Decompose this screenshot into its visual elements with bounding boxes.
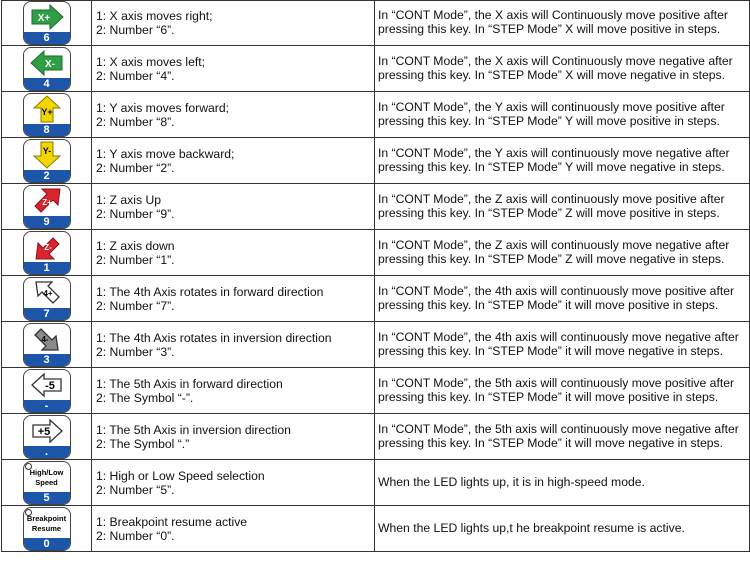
table-row — [2, 138, 750, 184]
function-line: 2: Number “1”. — [96, 252, 175, 267]
function-cell — [92, 46, 375, 92]
key-glyph: X+ — [37, 13, 50, 24]
function-cell — [92, 138, 375, 184]
function-line: 1: Z axis down — [96, 238, 175, 253]
axis5-plus-key[interactable] — [23, 415, 71, 459]
function-line: 2: Number “9”. — [96, 206, 175, 221]
key-number: 9 — [24, 216, 70, 228]
key-number: - — [24, 400, 70, 412]
function-cell — [92, 230, 375, 276]
function-line: 2: Number “5”. — [96, 482, 175, 497]
breakpoint-resume-key[interactable] — [23, 507, 71, 551]
function-line: 1: The 5th Axis in forward direction — [96, 376, 283, 391]
axis5-minus-key[interactable] — [23, 369, 71, 413]
description-cell: In “CONT Mode”, the Z axis will continuously move positive after pressing this key. In “STEP Mode” Z will move positive in steps. — [375, 184, 750, 230]
table-row — [2, 184, 750, 230]
description-cell: In “CONT Mode”, the X axis will Continuously move negative after pressing this key. In “STEP Mode” X will move negative in steps. — [375, 46, 750, 92]
description-cell: In “CONT Mode”, the Y axis will continuously move positive after pressing this key. In “STEP Mode” Y will move positive in steps. — [375, 92, 750, 138]
function-line: 1: The 5th Axis in inversion direction — [96, 422, 291, 437]
function-line: 1: The 4th Axis rotates in inversion direction — [96, 330, 332, 345]
key-glyph: X- — [44, 58, 55, 70]
y-minus-key[interactable] — [23, 139, 71, 183]
key-number: . — [24, 446, 70, 458]
function-line: 1: High or Low Speed selection — [96, 468, 265, 483]
x-minus-key[interactable] — [23, 47, 71, 91]
table-row — [2, 92, 750, 138]
table-row — [2, 276, 750, 322]
function-line: 2: Number “3”. — [96, 344, 175, 359]
table-row — [2, 46, 750, 92]
function-line: 2: Number “6”. — [96, 23, 175, 37]
key-label-line: Speed — [35, 477, 58, 487]
table-row — [2, 1, 750, 46]
y-plus-key[interactable] — [23, 93, 71, 137]
function-line: 1: Z axis Up — [96, 192, 162, 207]
function-cell — [92, 368, 375, 414]
key-number: 1 — [24, 262, 70, 274]
y-minus-arrow-down-icon — [24, 141, 70, 169]
description-cell: In “CONT Mode”, the X axis will Continuously move positive after pressing this key. In “STEP Mode” X will move positive in steps. — [375, 1, 750, 46]
description-cell: In “CONT Mode”, the Y axis will continuously move negative after pressing this key. In “STEP Mode” Y will move negative in steps. — [375, 138, 750, 184]
function-cell — [92, 322, 375, 368]
x-plus-key[interactable] — [23, 1, 71, 45]
function-line: 2: Number “4”. — [96, 68, 175, 83]
function-cell — [92, 276, 375, 322]
key-number: 3 — [24, 354, 70, 366]
description-cell: In “CONT Mode”, the 4th axis will continuously move negative after pressing this key. In “STEP Mode” it will move negative in steps. — [375, 322, 750, 368]
key-number: 4 — [24, 78, 70, 90]
function-line: 1: X axis moves right; — [96, 9, 213, 23]
key-glyph: 4- — [40, 334, 49, 344]
breakpoint-resume-key-icon — [24, 512, 70, 536]
function-line: 2: Number “7”. — [96, 298, 175, 313]
description-cell: In “CONT Mode”, the 5th axis will continuously move negative after pressing this key. In “STEP Mode” it will move negative in steps. — [375, 414, 750, 460]
axis4-plus-arrow-icon — [24, 279, 70, 307]
function-line: 2: The Symbol “-”. — [96, 390, 194, 405]
table-row — [2, 368, 750, 414]
x-minus-arrow-left-icon — [24, 49, 70, 77]
description-cell: When the LED lights up,t he breakpoint resume is active. — [375, 506, 750, 552]
function-line: 2: Number “2”. — [96, 160, 175, 175]
key-number: 0 — [24, 538, 70, 550]
function-line: 2: The Symbol “.” — [96, 436, 190, 451]
function-line: 1: X axis moves left; — [96, 54, 206, 69]
axis5-plus-arrow-right-icon — [24, 417, 70, 445]
table-row — [2, 460, 750, 506]
table-row — [2, 322, 750, 368]
key-label-line: High/Low — [29, 468, 64, 477]
function-line: 1: The 4th Axis rotates in forward direction — [96, 284, 324, 299]
function-cell — [92, 460, 375, 506]
function-cell — [92, 506, 375, 552]
key-glyph: Y- — [42, 145, 51, 156]
key-glyph: -5 — [44, 379, 55, 392]
axis5-minus-arrow-left-icon — [24, 371, 70, 399]
function-line: 1: Breakpoint resume active — [96, 514, 248, 529]
key-label-line: Breakpoint — [26, 514, 67, 523]
key-glyph: 4+ — [42, 288, 53, 298]
z-minus-arrow-diagonal-down-icon — [24, 233, 70, 261]
description-cell: In “CONT Mode”, the 5th axis will continuously move positive after pressing this key. In “STEP Mode” it will move positive in steps. — [375, 368, 750, 414]
axis4-plus-key[interactable] — [23, 277, 71, 321]
y-plus-arrow-up-icon — [24, 95, 70, 123]
key-function-table — [1, 0, 750, 552]
table-row — [2, 414, 750, 460]
function-cell — [92, 92, 375, 138]
table-row — [2, 506, 750, 552]
z-plus-key[interactable] — [23, 185, 71, 229]
function-line: 1: Y axis moves forward; — [96, 100, 229, 115]
axis4-minus-arrow-icon — [24, 325, 70, 353]
table-row — [2, 230, 750, 276]
key-number: 5 — [24, 492, 70, 504]
key-label-line: Resume — [31, 523, 62, 533]
key-glyph: Z+ — [41, 197, 52, 207]
key-number: 6 — [24, 32, 70, 44]
key-glyph: +5 — [37, 425, 50, 438]
z-minus-key[interactable] — [23, 231, 71, 275]
axis4-minus-key[interactable] — [23, 323, 71, 367]
key-number: 7 — [24, 308, 70, 320]
function-line: 2: Number “8”. — [96, 114, 175, 129]
high-low-speed-key-icon — [24, 466, 70, 490]
key-glyph: Y+ — [40, 106, 53, 117]
key-glyph: Z- — [43, 242, 52, 252]
z-plus-arrow-diagonal-up-icon — [24, 187, 70, 215]
function-cell — [92, 414, 375, 460]
function-cell — [92, 184, 375, 230]
function-line: 1: Y axis move backward; — [96, 146, 235, 161]
description-cell: In “CONT Mode”, the 4th axis will continuously move positive after pressing this key. In “STEP Mode” it will move positive in steps. — [375, 276, 750, 322]
key-number: 8 — [24, 124, 70, 136]
description-cell: In “CONT Mode”, the Z axis will continuously move negative after pressing this key. In “STEP Mode” Z will move negative in steps. — [375, 230, 750, 276]
function-cell — [92, 1, 375, 46]
key-number: 2 — [24, 170, 70, 182]
function-line: 2: Number “0”. — [96, 528, 175, 543]
description-cell: When the LED lights up, it is in high-speed mode. — [375, 460, 750, 506]
x-plus-arrow-right-icon — [24, 3, 70, 31]
high-low-speed-key[interactable] — [23, 461, 71, 505]
